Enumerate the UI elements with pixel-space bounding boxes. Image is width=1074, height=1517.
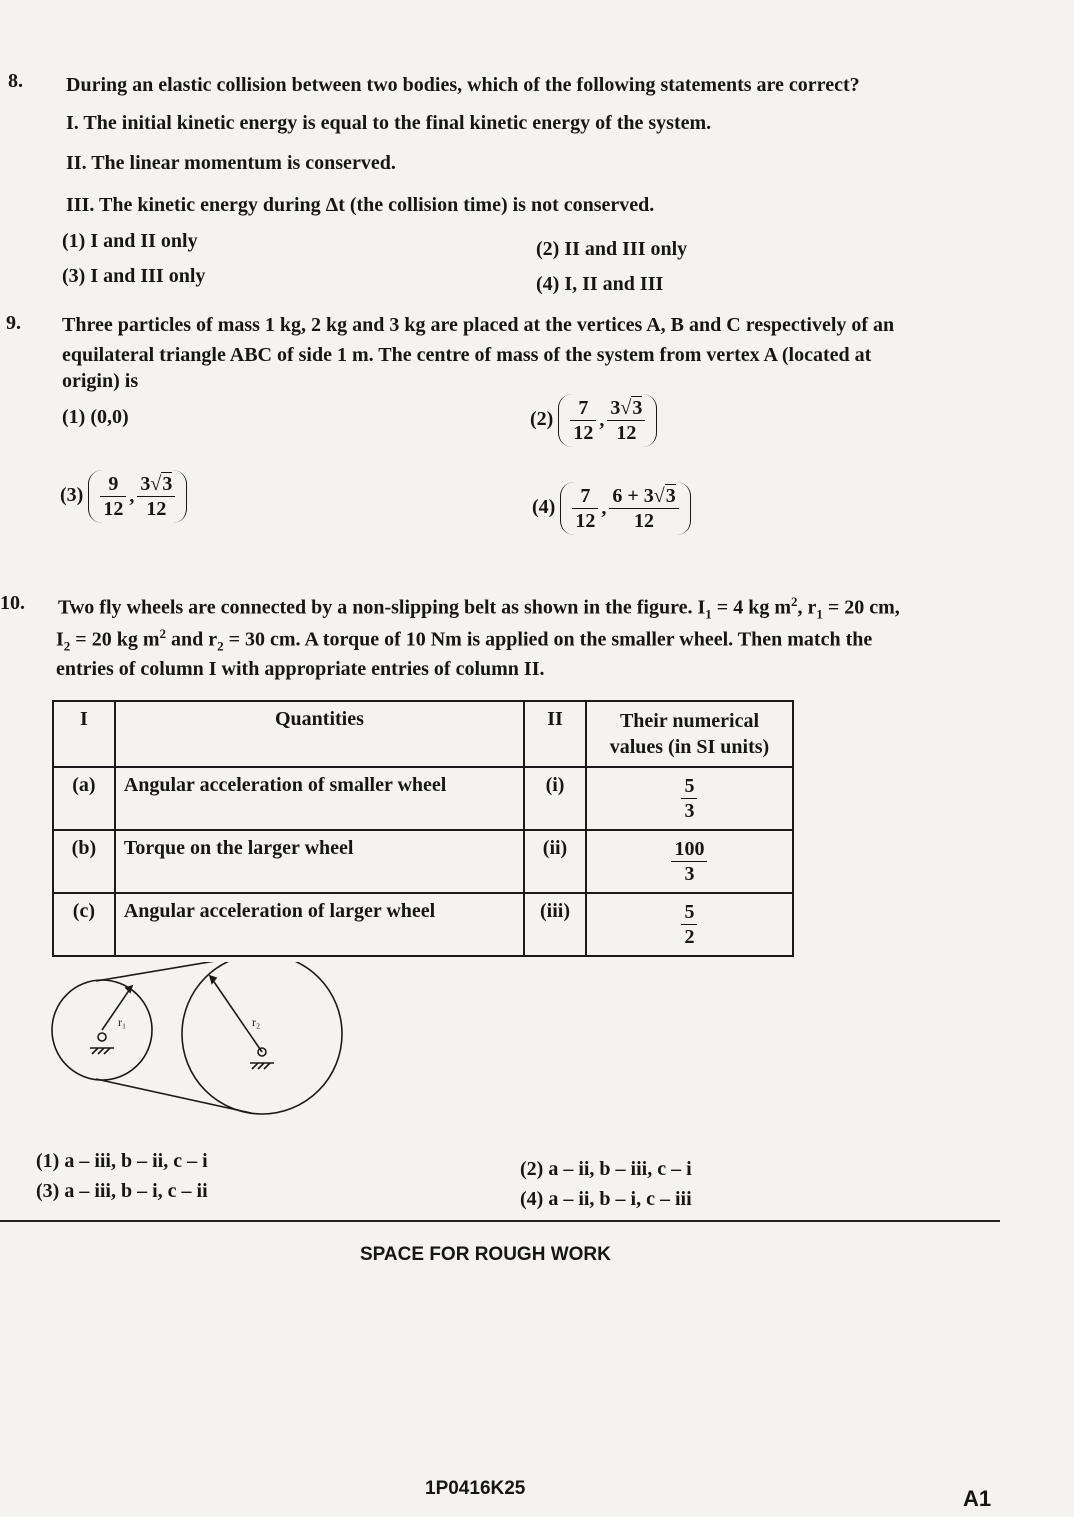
superscript: 2	[790, 594, 798, 609]
rough-divider	[0, 1220, 1000, 1222]
page-number: A1	[963, 1486, 992, 1511]
row-quantity: Angular acceleration of smaller wheel	[115, 767, 524, 830]
radius-r1	[102, 986, 132, 1030]
row-id: (b)	[53, 830, 115, 893]
r2-arrow	[210, 976, 216, 983]
q10-option-3[interactable]: (3) a – iii, b – i, c – ii	[36, 1180, 208, 1202]
q9-question-line3: origin) is	[62, 370, 139, 392]
q9-question-line1: Three particles of mass 1 kg, 2 kg and 3 kg are placed at the vertices A, B and C respectively of an	[62, 314, 895, 336]
row-value	[586, 830, 793, 893]
q8-statement-1: I. The initial kinetic energy is equal to the final kinetic energy of the system.	[66, 112, 712, 134]
subscript: 2	[217, 638, 224, 654]
frac-num: 7	[572, 484, 598, 509]
frac-num-coef: 3	[610, 397, 621, 419]
q9-option-2-label: (2)	[530, 408, 554, 431]
header-col-II: II	[524, 701, 586, 767]
row-id: (a)	[53, 767, 115, 830]
label-r2: r₂	[252, 1015, 261, 1029]
frac-num-radicand: 3	[665, 485, 676, 507]
table-header-row	[53, 701, 793, 767]
frac-num-radicand: 3	[162, 473, 173, 495]
row-value	[586, 893, 793, 956]
q9-option-2[interactable]	[530, 394, 657, 447]
large-wheel	[182, 962, 342, 1114]
axle-small	[98, 1033, 106, 1041]
row-quantity: Torque on the larger wheel	[115, 830, 524, 893]
frac-den: 12	[634, 510, 655, 532]
q9-number: 9.	[6, 312, 21, 334]
belt-top	[96, 962, 251, 981]
q10-line1-text-b: = 4 kg m	[711, 596, 791, 619]
match-table	[52, 700, 794, 957]
frac-num: 5	[681, 900, 697, 925]
frac-den: 2	[684, 926, 695, 948]
q10-line3: entries of column I with appropriate entries of column II.	[56, 658, 545, 680]
q10-line2-text-d: = 30 cm. A torque of 10 Nm is applied on the smaller wheel. Then match the	[223, 628, 873, 651]
q9-question-line2: equilateral triangle ABC of side 1 m. The centre of mass of the system from vertex A (located at	[62, 344, 872, 366]
label-r1: r₁	[118, 1015, 127, 1029]
frac-den: 12	[573, 422, 594, 444]
q10-line2-text-a: I	[56, 628, 64, 651]
q10-number: 10.	[0, 592, 25, 614]
table-row	[53, 893, 793, 956]
header-quantities: Quantities	[115, 701, 524, 767]
q10-line2	[56, 626, 872, 655]
frac-den: 12	[575, 510, 596, 532]
q8-statement-3: III. The kinetic energy during Δt (the collision time) is not conserved.	[66, 194, 655, 216]
rough-work-label: SPACE FOR ROUGH WORK	[360, 1244, 611, 1265]
q8-option-3[interactable]: (3) I and III only	[62, 265, 206, 287]
paper-code: 1P0416K25	[425, 1478, 526, 1499]
row-roman: (iii)	[524, 893, 586, 956]
q10-line2-text-c: and r	[165, 628, 218, 651]
frac-den: 12	[103, 498, 124, 520]
flywheel-figure	[40, 962, 350, 1142]
frac-num-coef: 6 + 3	[612, 485, 654, 507]
q10-line2-text-b: = 20 kg m	[70, 628, 160, 651]
superscript: 2	[159, 626, 166, 641]
q10-line1-text-d: = 20 cm,	[822, 596, 900, 619]
frac-num: 7	[570, 396, 596, 421]
q10-option-1[interactable]: (1) a – iii, b – ii, c – i	[36, 1150, 208, 1172]
frac-num-coef: 3	[140, 473, 151, 495]
frac-den: 3	[684, 800, 695, 822]
q10-line1-text-c: , r	[797, 596, 817, 619]
q10-option-2[interactable]: (2) a – ii, b – iii, c – i	[520, 1158, 692, 1180]
q9-option-3-coords: $\frac{9}{12}$ , $\frac{3√3}{12}$	[88, 470, 187, 523]
radius-r2	[210, 976, 262, 1052]
q8-option-2[interactable]: (2) II and III only	[536, 238, 688, 260]
row-quantity: Angular acceleration of larger wheel	[115, 893, 524, 956]
frac-den: 12	[616, 422, 637, 444]
row-roman: (i)	[524, 767, 586, 830]
subscript: 2	[63, 638, 71, 654]
q9-option-3-label: (3)	[60, 484, 84, 507]
row-value	[586, 767, 793, 830]
q8-statement-2: II. The linear momentum is conserved.	[66, 152, 396, 174]
row-id: (c)	[53, 893, 115, 956]
frac-num-radicand: 3	[632, 397, 643, 419]
q8-option-1[interactable]: (1) I and II only	[62, 230, 198, 252]
q10-line1-text: Two fly wheels are connected by a non-slipping belt as shown in the figure. I	[58, 596, 706, 619]
q9-option-4[interactable]	[532, 482, 691, 535]
table-row	[53, 767, 793, 830]
frac-den: 12	[146, 498, 167, 520]
q10-option-4[interactable]: (4) a – ii, b – i, c – iii	[520, 1188, 692, 1210]
frac-num: 5	[681, 774, 697, 799]
frac-num: 9	[100, 472, 126, 497]
subscript: 1	[816, 606, 823, 622]
q10-line1	[58, 594, 900, 623]
q8-option-4[interactable]: (4) I, II and III	[536, 273, 664, 295]
q8-question: During an elastic collision between two bodies, which of the following statements are correct?	[66, 74, 860, 96]
frac-num: 100	[671, 837, 707, 862]
q9-option-3[interactable]	[60, 470, 187, 523]
q9-option-4-coords: $\frac{7}{12}$ , $\frac{6 + 3√3}{12}$	[560, 482, 690, 535]
r1-arrow	[126, 986, 132, 992]
q8-number: 8.	[8, 70, 23, 92]
header-col-I: I	[53, 701, 115, 767]
table-row	[53, 830, 793, 893]
subscript: 1	[705, 606, 712, 622]
q9-option-4-label: (4)	[532, 496, 556, 519]
belt-bottom	[96, 1079, 251, 1113]
frac-den: 3	[684, 863, 695, 885]
q9-option-2-coords: $\frac{7}{12}$ , $\frac{3√3}{12}$	[558, 394, 657, 447]
q9-option-1[interactable]: (1) (0,0)	[62, 406, 129, 428]
row-roman: (ii)	[524, 830, 586, 893]
header-values: Their numerical values (in SI units)	[586, 701, 793, 767]
